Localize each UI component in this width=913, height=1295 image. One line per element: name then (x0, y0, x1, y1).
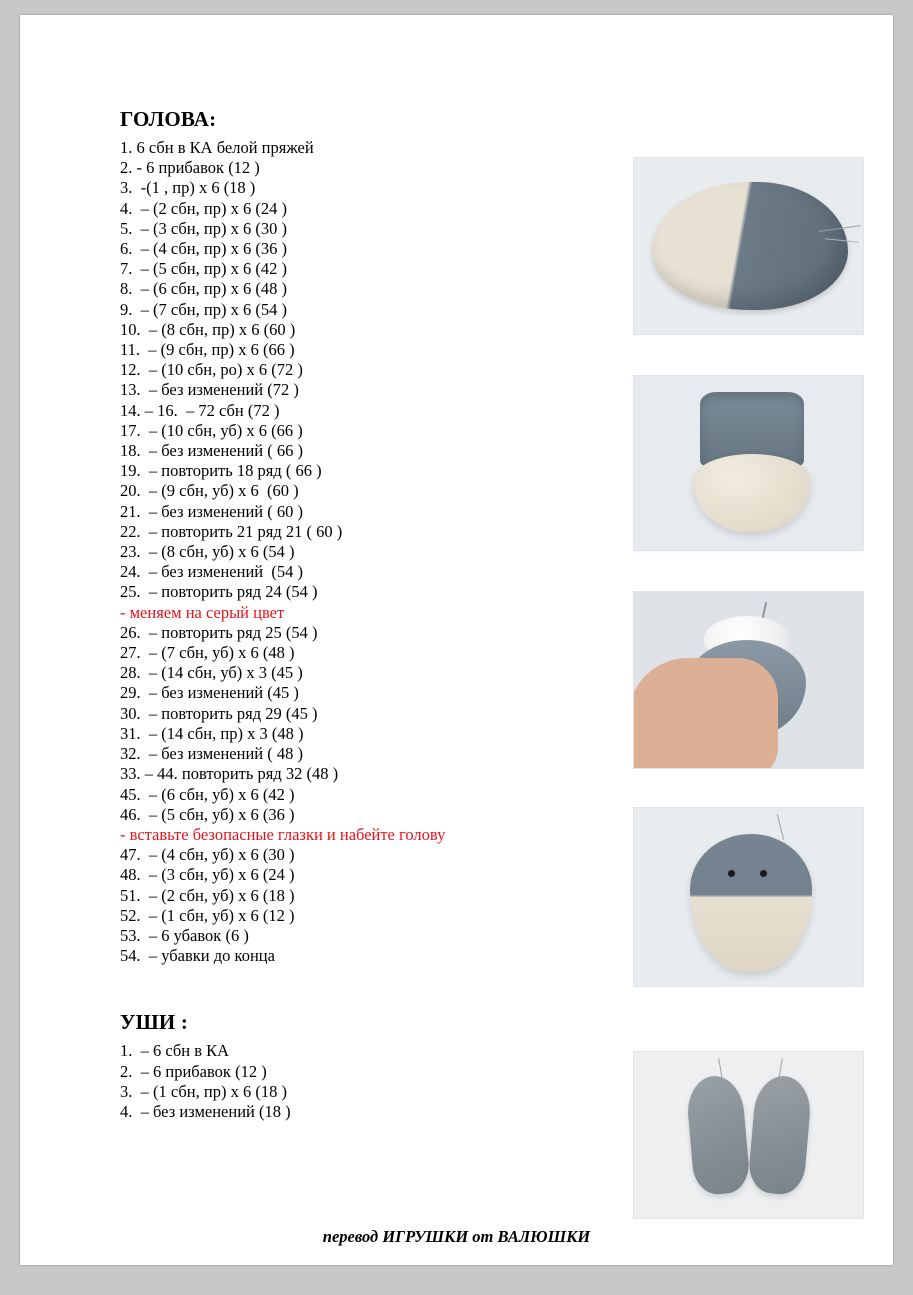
pattern-row: 17. – (10 сбн, уб) х 6 (66 ) (120, 420, 303, 440)
pattern-row: 22. – повторить 21 ряд 21 ( 60 ) (120, 521, 343, 541)
crochet-head-oval (652, 182, 848, 310)
photo-stuffing-head-in-hand (633, 591, 864, 769)
pattern-row: 4. – без изменений (18 ) (120, 1101, 291, 1121)
pattern-row: 45. – (6 сбн, уб) х 6 (42 ) (120, 784, 295, 804)
pattern-row: 8. – (6 сбн, пр) х 6 (48 ) (120, 279, 287, 299)
photo-head-two-tone (633, 157, 864, 335)
pattern-row: 2. – 6 прибавок (12 ) (120, 1061, 267, 1081)
pattern-row: 46. – (5 сбн, уб) х 6 (36 ) (120, 804, 295, 824)
cream-crochet-ball (694, 454, 810, 532)
page-content (20, 15, 893, 1265)
pattern-row: 9. – (7 сбн, пр) х 6 (54 ) (120, 299, 287, 319)
pattern-note-color-change: - меняем на серый цвет (120, 602, 285, 622)
hand (633, 658, 778, 769)
photo-finished-head-image (634, 808, 863, 986)
photo-two-ears (633, 1051, 864, 1219)
yarn-tail (777, 814, 784, 839)
photo-two-ears-image (634, 1052, 863, 1218)
pattern-row: 18. – без изменений ( 66 ) (120, 441, 303, 461)
section-title-head: ГОЛОВА: (120, 107, 217, 131)
pattern-row: 5. – (3 сбн, пр) х 6 (30 ) (120, 218, 287, 238)
pattern-row: 6. – (4 сбн, пр) х 6 (36 ) (120, 239, 287, 259)
section-spacer (120, 966, 540, 1010)
pattern-row: 28. – (14 сбн, уб) х 3 (45 ) (120, 663, 303, 683)
pattern-row: 7. – (5 сбн, пр) х 6 (42 ) (120, 259, 287, 279)
pattern-row: 31. – (14 сбн, пр) х 3 (48 ) (120, 723, 304, 743)
pattern-row: 23. – (8 сбн, уб) х 6 (54 ) (120, 542, 295, 562)
pattern-row: 12. – (10 сбн, ро) х 6 (72 ) (120, 360, 303, 380)
crochet-ear-right (747, 1074, 813, 1196)
safety-eye-right (760, 870, 767, 877)
pattern-row: 24. – без изменений (54 ) (120, 562, 303, 582)
crochet-ear-left (685, 1074, 751, 1196)
photo-head-cylinder-image (634, 376, 863, 550)
pattern-row: 4. – (2 сбн, пр) х 6 (24 ) (120, 198, 287, 218)
document-page (20, 15, 893, 1265)
pattern-row: 51. – (2 сбн, уб) х 6 (18 ) (120, 885, 295, 905)
pattern-row: 26. – повторить ряд 25 (54 ) (120, 622, 318, 642)
pattern-row: 53. – 6 убавок (6 ) (120, 925, 249, 945)
pattern-row: 3. -(1 , пр) х 6 (18 ) (120, 178, 256, 198)
pattern-row: 1. 6 сбн в КА белой пряжей (120, 138, 314, 157)
pattern-row: 48. – (3 сбн, уб) х 6 (24 ) (120, 865, 295, 885)
pattern-row: 3. – (1 сбн, пр) х 6 (18 ) (120, 1081, 287, 1101)
pattern-row: 19. – повторить 18 ряд ( 66 ) (120, 461, 322, 481)
pattern-row: 27. – (7 сбн, уб) х 6 (48 ) (120, 643, 295, 663)
pattern-note-eyes-stuffing: - вставьте безопасные глазки и набейте голову (120, 824, 446, 844)
pattern-row: 29. – без изменений (45 ) (120, 683, 299, 703)
finished-head (690, 834, 812, 972)
pattern-row: 30. – повторить ряд 29 (45 ) (120, 703, 318, 723)
row-list-ears (120, 1041, 540, 1122)
photo-stuffing-head-image (634, 592, 863, 768)
section-title-ears: УШИ : (120, 1010, 189, 1035)
pattern-row: 47. – (4 сбн, уб) х 6 (30 ) (120, 845, 295, 865)
footer-credit: перевод ИГРУШКИ от ВАЛЮШКИ (322, 1227, 591, 1246)
pattern-row: 11. – (9 сбн, пр) х 6 (66 ) (120, 340, 295, 360)
photo-head-two-tone-image (634, 158, 863, 334)
safety-eye-left (728, 870, 735, 877)
photo-finished-head-with-eyes (633, 807, 864, 987)
pattern-row: 13. – без изменений (72 ) (120, 380, 299, 400)
pattern-row: 33. – 44. повторить ряд 32 (48 ) (120, 764, 339, 784)
pattern-row: 1. – 6 сбн в КА (120, 1041, 230, 1061)
pattern-row: 52. – (1 сбн, уб) х 6 (12 ) (120, 905, 295, 925)
pattern-row: 32. – без изменений ( 48 ) (120, 744, 303, 764)
row-list-head (120, 138, 540, 966)
pattern-row: 2. - 6 прибавок (12 ) (120, 158, 260, 178)
photo-head-cylinder (633, 375, 864, 551)
pattern-row: 54. – убавки до конца (120, 946, 275, 966)
pattern-row: 20. – (9 сбн, уб) х 6 (60 ) (120, 481, 299, 501)
pattern-row: 25. – повторить ряд 24 (54 ) (120, 582, 318, 602)
pattern-row: 10. – (8 сбн, пр) х 6 (60 ) (120, 319, 296, 339)
pattern-text-column (120, 107, 540, 1122)
pattern-row: 14. – 16. – 72 сбн (72 ) (120, 400, 280, 420)
pattern-row: 21. – без изменений ( 60 ) (120, 501, 303, 521)
